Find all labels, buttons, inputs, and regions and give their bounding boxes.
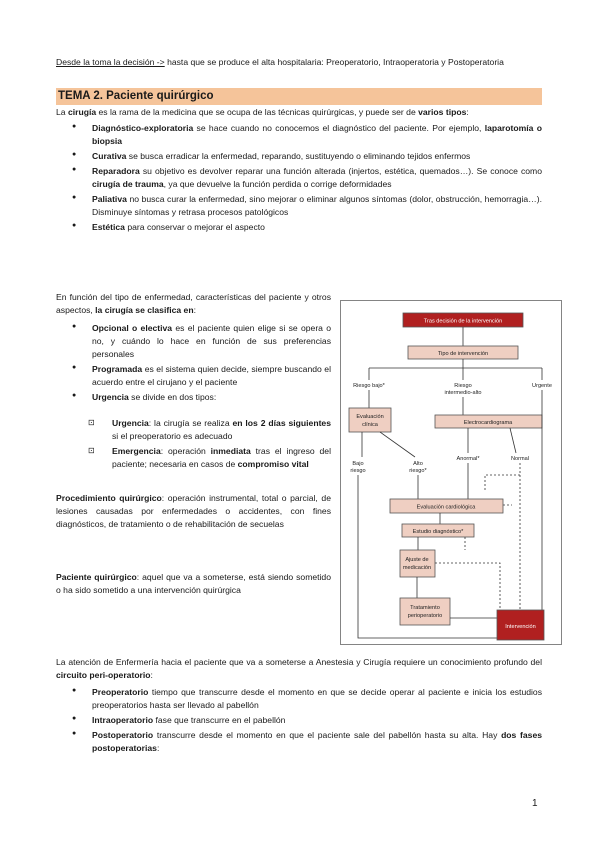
type-name: Reparadora <box>92 166 140 177</box>
classif-end: : <box>193 305 196 316</box>
flow-text-bajo-1: Bajo <box>352 461 364 467</box>
classif-text: En función del tipo de enfermedad, características del paciente y otros aspectos, <box>56 292 331 316</box>
surgery-types-list <box>56 122 542 235</box>
item-name: Urgencia <box>92 392 129 403</box>
flow-text-trat-2: perioperatorio <box>407 613 443 619</box>
sub-text: : la cirugía se realiza <box>148 418 233 428</box>
procedimiento-paragraph <box>56 492 331 531</box>
list-item <box>76 417 331 443</box>
type-text: para conservar o mejorar el aspecto <box>127 222 265 233</box>
phase-bold-tail: dos fases postoperatorias <box>92 730 543 754</box>
sub-tail: si el preoperatorio es adecuado <box>112 431 233 442</box>
sub-bold2: compromiso vital <box>237 459 309 470</box>
list-item <box>56 391 331 404</box>
intro-rest: hasta que se produce el alta hospitalaria: Preoperatorio, Intraoperatoria y Postoperatoria <box>164 57 504 67</box>
phase-name: Intraoperatorio <box>92 715 154 726</box>
classification-paragraph <box>56 291 331 317</box>
type-text: se busca erradicar la enfermedad, reparando, sustituyendo o eliminando tejidos enfermos <box>128 151 471 162</box>
intro-lead: Desde la toma la decisión -> <box>56 57 165 67</box>
paciente-paragraph <box>56 571 331 597</box>
list-item <box>56 221 542 234</box>
phase-text: transcurre desde el momento en que el paciente sale del pabellón hasta su alta. Hay <box>156 730 502 741</box>
item-name: Opcional o electiva <box>92 323 173 333</box>
flow-text-bajo-2: riesgo <box>350 468 366 474</box>
flow-text-alto-1: Alto <box>413 461 423 467</box>
flow-text-riesgo-inter-1: Riesgo <box>454 383 472 389</box>
sub-bold: en los 2 días siguientes <box>232 418 331 428</box>
enfermeria-text: La atención de Enfermería hacia el paciente que va a someterse a Anestesia y Cirugía requiere un conocimiento profundo del <box>56 657 542 667</box>
flow-text-anormal: Anormal* <box>456 456 480 462</box>
phase-text: fase que transcurre en el pabellón <box>155 715 286 726</box>
flow-text-tipo: Tipo de intervención <box>437 351 489 357</box>
flow-text-alto-2: riesgo* <box>409 468 427 474</box>
type-text: se hace cuando no conocemos el diagnóstico del paciente. Por ejemplo, <box>196 123 485 133</box>
urgency-sublist <box>76 417 331 471</box>
flow-text-riesgo-bajo: Riesgo bajo* <box>353 383 385 389</box>
sub-bold: inmediata <box>210 446 251 457</box>
def-bold: varios tipos <box>418 107 467 117</box>
procedimiento-term: Procedimiento quirúrgico <box>56 493 162 503</box>
flow-text-ajuste-2: medicación <box>402 565 432 571</box>
list-item <box>56 686 542 712</box>
flow-text-normal: Normal <box>510 456 530 462</box>
phases-list <box>56 686 542 755</box>
phase-name: Postoperatorio <box>92 730 154 741</box>
flow-box-eval-clinica <box>349 408 391 432</box>
type-name: Paliativa <box>92 194 127 205</box>
type-bold-tail: laparotomía o biopsia <box>92 123 542 147</box>
type-bold-tail: cirugía de trauma <box>92 179 164 190</box>
flow-text-urgente: Urgente <box>532 383 552 389</box>
type-name: Diagnóstico-exploratoria <box>92 123 194 133</box>
item-text: se divide en dos tipos: <box>131 392 217 403</box>
phase-tail: : <box>156 743 160 754</box>
sub-tail: tras el ingreso del paciente; necesaria en casos de <box>112 446 331 470</box>
def-mid: es la rama de la medicina que se ocupa de las técnicas quirúrgicas, y puede ser de <box>96 107 419 117</box>
item-text: es el paciente quien elige si se opera o no, y cuándo lo hace en función de sus preferencias personales <box>92 323 332 360</box>
flow-text-ajuste-1: Ajuste de <box>405 557 429 563</box>
phase-name: Preoperatorio <box>92 687 149 697</box>
page-number: 1 <box>532 798 538 809</box>
flow-text-trat-1: Tratamiento <box>410 605 440 611</box>
sub-name: Emergencia <box>112 446 161 457</box>
flow-text-riesgo-inter-2: intermedio-alto <box>444 390 482 396</box>
def-end: : <box>466 107 469 117</box>
flow-text-electro: Electrocardiograma <box>463 420 513 426</box>
intro-paragraph <box>56 56 542 69</box>
list-item <box>56 122 542 148</box>
classification-list <box>56 322 331 404</box>
flow-box-ajuste <box>400 550 435 577</box>
procedimiento-text: : operación instrumental, total o parcial, de lesiones causadas por enfermedades o accidentes, con fines diagnósticos, de tratamiento o de rehabilitación de secuelas <box>56 493 331 530</box>
flow-text-eval-1: Evaluación <box>356 414 384 420</box>
sub-text: : operación <box>160 446 211 457</box>
section-heading: TEMA 2. Paciente quirúrgico <box>56 88 542 105</box>
def-pre: La <box>56 107 68 117</box>
phase-text: tiempo que transcurre desde el momento en que se decide operar al paciente e inicia los estudios preoperatorios hasta ser llevado al pabellón <box>92 687 542 711</box>
list-item <box>56 363 331 389</box>
type-name: Curativa <box>92 151 127 162</box>
type-tail: , ya que devuelve la función perdida o corrige deformidades <box>163 179 392 190</box>
list-item <box>76 445 331 471</box>
flow-box-tratamiento <box>400 598 450 625</box>
type-name: Estética <box>92 222 125 233</box>
flow-text-estudio: Estudio diagnóstico* <box>412 529 464 535</box>
enfermeria-paragraph <box>56 656 542 682</box>
definition-paragraph <box>56 106 542 119</box>
paciente-text: : aquel que va a someterse, está siendo sometido o ha sido sometido a una intervención quirúrgica <box>56 572 331 596</box>
list-item <box>56 322 331 361</box>
flow-text-eval-2: clínica <box>362 422 378 428</box>
type-text: no busca curar la enfermedad, sino mejorar o eliminar algunos síntomas (dolor, obstrucción, hemorragia…). Disminuye síntomas y retrasa procesos patológicos <box>92 194 542 218</box>
paciente-term: Paciente quirúrgico <box>56 572 137 582</box>
def-term: cirugía <box>67 107 97 117</box>
sub-name: Urgencia <box>112 418 149 428</box>
item-text: es el sistema quien decide, siempre buscando el acuerdo entre el cirujano y el paciente <box>92 364 331 388</box>
classif-bold: la cirugía se clasifica en <box>95 305 194 316</box>
list-item <box>56 729 542 755</box>
flow-text-top: Tras decisión de la intervención <box>423 318 503 325</box>
enfermeria-end: : <box>150 670 153 681</box>
type-text: su objetivo es devolver reparar una función alterada (injertos, estética, quemados…). Se conoce como <box>142 166 542 177</box>
list-item <box>56 193 542 219</box>
list-item <box>56 150 542 163</box>
list-item <box>56 714 542 727</box>
flow-text-eval-cardio: Evaluación cardiológica <box>416 504 476 511</box>
item-name: Programada <box>92 364 143 375</box>
enfermeria-bold: circuito peri-operatorio <box>56 670 151 681</box>
flow-text-intervencion: Intervención <box>505 624 536 630</box>
flowchart <box>340 300 562 645</box>
list-item <box>56 165 542 191</box>
